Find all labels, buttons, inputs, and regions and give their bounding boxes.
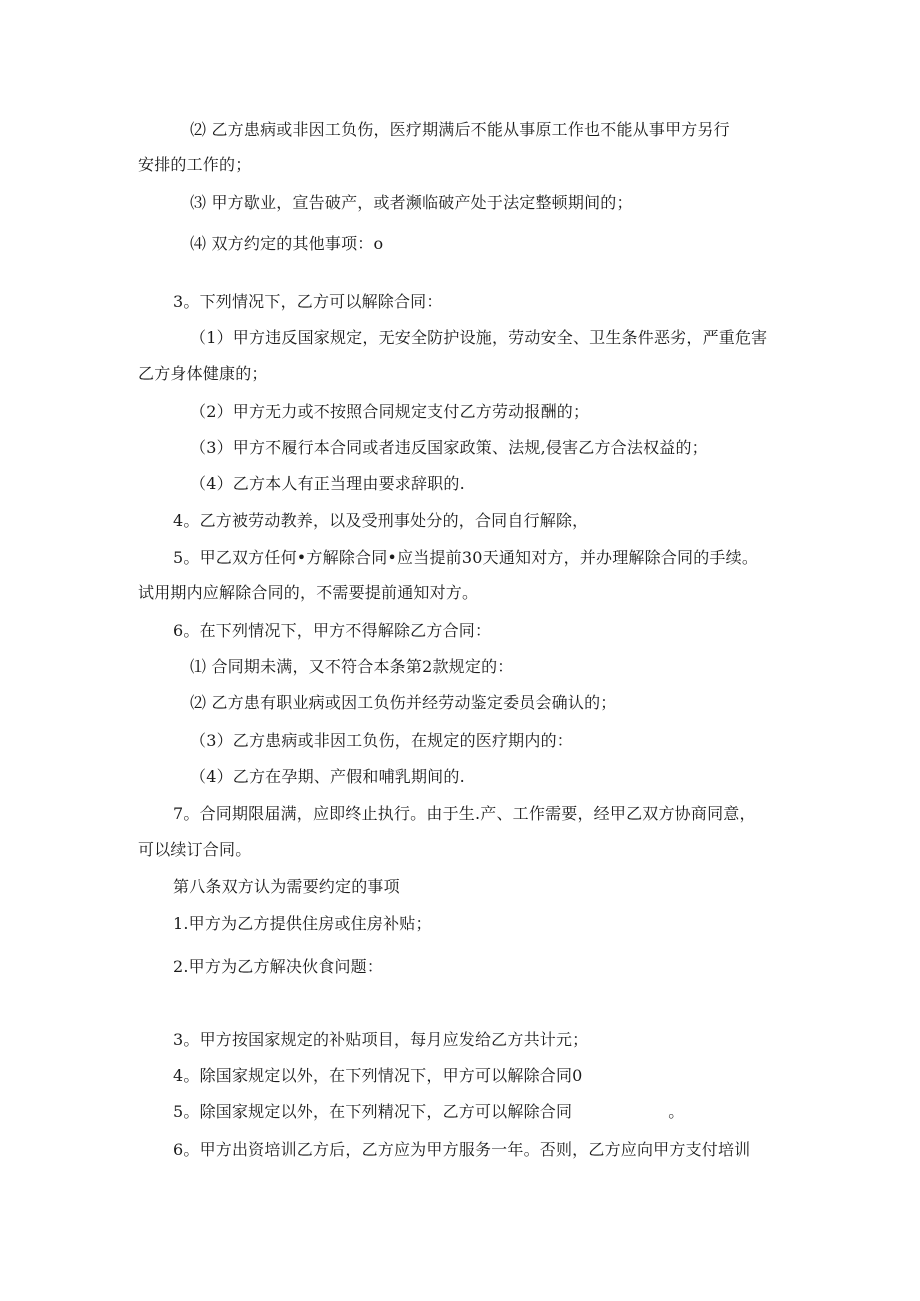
text-line: ⑷ 双方约定的其他事项：o — [190, 234, 384, 253]
text-line — [173, 1102, 684, 1122]
text-line-terminal: 。 — [668, 1102, 685, 1121]
section-heading: 第八条双方认为需要约定的事项 — [173, 877, 400, 896]
text-line: 3。下列情况下，乙方可以解除合同： — [173, 292, 443, 311]
text-line: （4）乙方本人有正当理由要求辞职的. — [190, 474, 465, 493]
text-line: 4。乙方被劳动教养，以及受刑事处分的，合同自行解除， — [173, 511, 589, 530]
text-line: 3。甲方按国家规定的补贴项目，每月应发给乙方共计元； — [173, 1030, 589, 1049]
text-line: 安排的工作的； — [138, 155, 252, 174]
text-line: （3）甲方不履行本合同或者违反国家政策、法规,侵害乙方合法权益的； — [190, 438, 708, 457]
text-line: 5。甲乙双方任何•方解除合同•应当提前30天通知对方，并办理解除合同的手续。 — [173, 548, 759, 567]
text-line: （1）甲方违反国家规定，无安全防护设施，劳动安全、卫生条件恶劣，严重危害 — [190, 328, 768, 347]
text-line: 6。在下列情况下，甲方不得解除乙方合同： — [173, 621, 492, 640]
text-line: （2）甲方无力或不按照合同规定支付乙方劳动报酬的； — [190, 402, 590, 421]
text-line: ⑵ 乙方患有职业病或因工负伤并经劳动鉴定委员会确认的； — [190, 693, 617, 712]
text-line: ⑶ 甲方歇业，宣告破产，或者濒临破产处于法定整顿期间的； — [190, 193, 633, 212]
text-line: （4）乙方在孕期、产假和哺乳期间的. — [190, 767, 465, 786]
text-line: 试用期内应解除合同的，不需要提前通知对方。 — [138, 583, 479, 602]
text-line-content: 5。除国家规定以外，在下列精况下，乙方可以解除合同 — [173, 1102, 573, 1121]
text-line: ⑴ 合同期未满，又不符合本条第2款规定的： — [190, 657, 514, 676]
text-line: 4。除国家规定以外，在下列情况下，甲方可以解除合同0 — [173, 1066, 583, 1085]
text-line: 2.甲方为乙方解决伙食问题： — [173, 957, 384, 976]
text-line: （3）乙方患病或非因工负伤，在规定的医疗期内的： — [190, 731, 573, 750]
text-line: 7。合同期限届满，应即终止执行。由于生.产、工作需要，经甲乙双方协商同意， — [173, 804, 756, 823]
text-line: 1.甲方为乙方提供住房或住房补贴； — [173, 914, 432, 933]
text-line: 乙方身体健康的； — [138, 364, 268, 383]
text-line: 可以续订合同。 — [138, 840, 252, 859]
text-line: ⑵ 乙方患病或非因工负伤，医疗期满后不能从事原工作也不能从事甲方另行 — [190, 120, 730, 139]
text-line: 6。甲方出资培训乙方后，乙方应为甲方服务一年。否则，乙方应向甲方支付培训 — [173, 1140, 751, 1159]
